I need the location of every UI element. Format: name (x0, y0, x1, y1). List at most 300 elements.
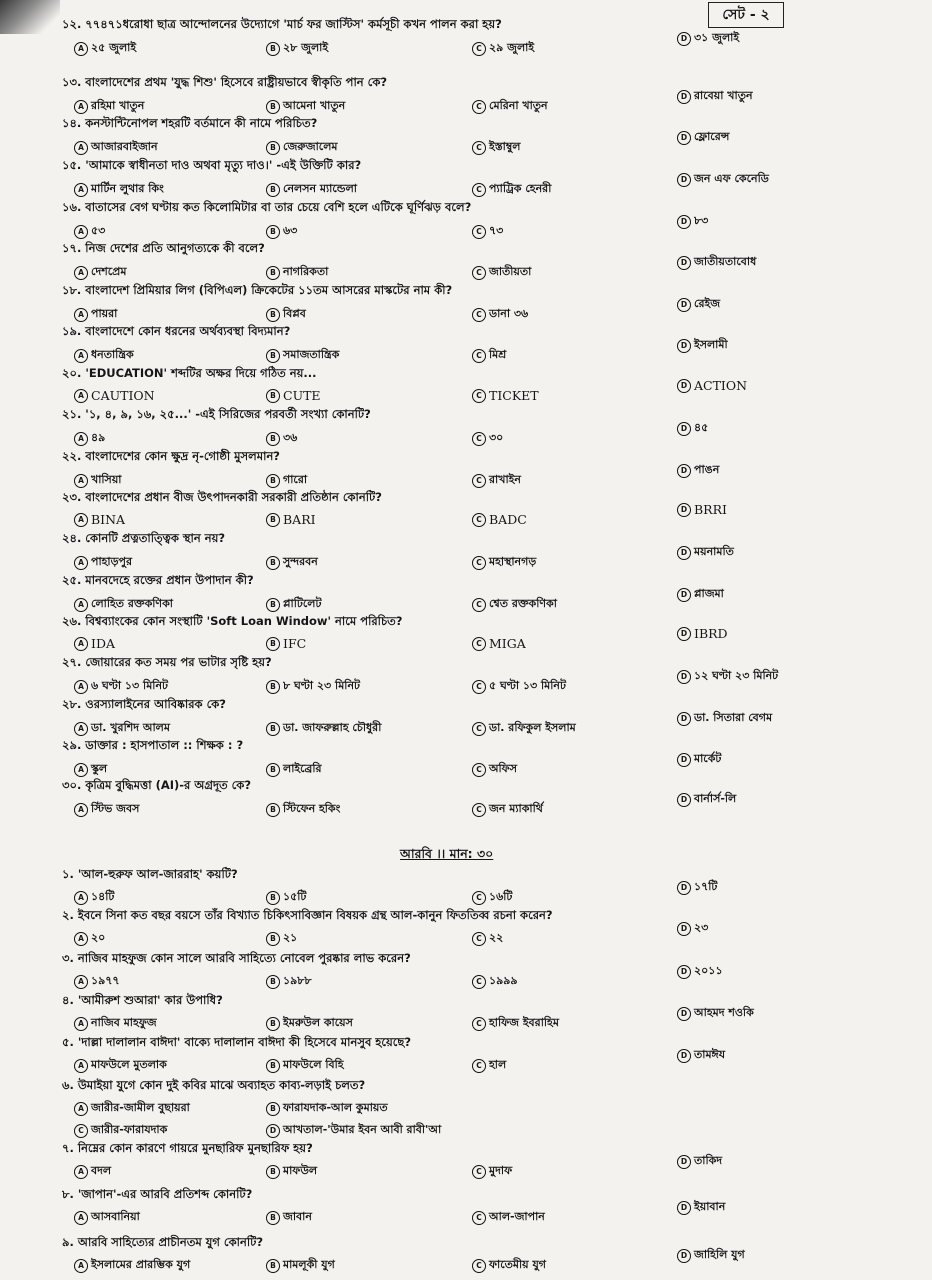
option-c-marker: C (472, 680, 486, 694)
option-c-marker: C (74, 1124, 88, 1138)
option-b-marker: B (266, 513, 280, 527)
answer-option-b (266, 39, 328, 58)
answer-option-c (74, 1121, 167, 1140)
answer-option-a (74, 138, 158, 157)
option-text: জারীর-জামীল বুছায়রা (91, 1101, 190, 1114)
option-b-marker: B (266, 141, 280, 155)
option-a-marker: A (74, 637, 88, 651)
option-text: পাঙন (694, 463, 720, 476)
option-text: ৬৩ (283, 224, 298, 237)
option-d-marker: D (677, 32, 691, 46)
answer-option-c (472, 888, 512, 907)
answer-option-d (677, 212, 708, 231)
answer-option-a (74, 429, 105, 448)
answer-option-a (74, 471, 122, 490)
option-text: ৬ ঘণ্টা ১৩ মিনিট (91, 679, 169, 692)
option-d-marker: D (677, 298, 691, 312)
option-text: হাল (489, 1058, 507, 1071)
option-b-marker: B (266, 1211, 280, 1225)
answer-option-c (472, 471, 521, 490)
option-text: CAUTION (91, 388, 155, 403)
arabic-section-title: আরবি ।। মান: ৩০ (400, 846, 494, 861)
option-text: অফিস (489, 762, 517, 775)
answer-option-a (74, 97, 144, 116)
answer-option-c (472, 346, 506, 365)
answer-option-c (472, 388, 539, 403)
option-text: ২৩ (694, 921, 709, 934)
option-text: MIGA (489, 636, 526, 651)
answer-option-a (74, 1056, 167, 1075)
option-text: ১৭টি (694, 880, 718, 893)
option-b-marker: B (266, 1259, 280, 1273)
option-d-marker: D (677, 588, 691, 602)
answer-option-d (677, 962, 723, 981)
option-text: মুদাফ (489, 1164, 513, 1177)
option-a-marker: A (74, 932, 88, 946)
answer-option-c (472, 1256, 546, 1275)
option-a-marker: A (74, 42, 88, 56)
option-text: ২২ (489, 931, 504, 944)
option-a-marker: A (74, 1259, 88, 1273)
option-text: ১৫টি (283, 890, 307, 903)
option-b-marker: B (266, 1165, 280, 1179)
answer-option-d (677, 419, 708, 438)
answer-option-c (472, 138, 521, 157)
option-d-marker: D (677, 922, 691, 936)
option-text: ACTION (694, 378, 748, 393)
answer-option-b (266, 471, 307, 490)
option-d-marker: D (677, 503, 691, 517)
option-text: ডা. রফিকুল ইসলাম (489, 721, 576, 734)
option-b-marker: B (266, 1102, 280, 1116)
option-c-marker: C (472, 556, 486, 570)
answer-option-c (472, 1208, 545, 1227)
question-13: ১৩. বাংলাদেশের প্রথম 'যুদ্ধ শিশু' হিসেবে রাষ্ট্রীয়ভাবে স্বীকৃতি পান কে? (62, 75, 388, 89)
option-b-marker: B (266, 1059, 280, 1073)
option-d-marker: D (677, 339, 691, 353)
option-b-marker: B (266, 763, 280, 777)
option-b-marker: B (266, 722, 280, 736)
answer-option-b (266, 1014, 353, 1033)
option-d-marker: D (677, 464, 691, 478)
option-d-marker: D (677, 793, 691, 807)
option-b-marker: B (266, 1017, 280, 1031)
answer-option-d (677, 543, 734, 562)
arabic-question-3: ৩. নাজিব মাহফুজ কোন সালে আরবি সাহিত্যে নোবেল পুরষ্কার লাভ করেন? (62, 951, 411, 965)
option-text: BADC (489, 512, 527, 527)
answer-option-d (677, 1246, 745, 1265)
option-c-marker: C (472, 1259, 486, 1273)
question-17: ১৭. নিজ দেশের প্রতি আনুগত্যকে কী বলে? (62, 241, 265, 255)
option-text: ২০ (91, 931, 106, 944)
answer-option-d (677, 336, 728, 355)
option-text: আহমদ শওকি (694, 1006, 754, 1019)
question-28: ২৮. ওরস্যালাইনের আবিষ্কারক কে? (62, 697, 226, 711)
option-text: ১২ ঘণ্টা ২৩ মিনিট (694, 669, 779, 682)
answer-option-b (266, 1162, 317, 1181)
question-14: ১৪. কনস্টান্টিনোপল শহরটি বর্তমানে কী নামে পরিচিত? (62, 116, 318, 130)
option-d-marker: D (677, 131, 691, 145)
question-16: ১৬. বাতাসের বেগ ঘণ্টায় কত কিলোমিটার বা তার চেয়ে বেশি হলে এটিকে ঘূর্ণিঝড় বলে? (62, 200, 472, 214)
option-d-marker: D (677, 379, 691, 393)
answer-option-b (266, 1256, 335, 1275)
option-c-marker: C (472, 349, 486, 363)
answer-option-c (472, 1014, 559, 1033)
option-a-marker: A (74, 100, 88, 114)
option-text: স্কুল (91, 762, 108, 775)
option-text: ইস্তাম্বুল (489, 140, 521, 153)
option-d-marker: D (677, 422, 691, 436)
option-c-marker: C (472, 763, 486, 777)
option-c-marker: C (472, 1211, 486, 1225)
answer-option-b (266, 305, 306, 324)
answer-option-d (266, 1121, 441, 1140)
option-text: নাজিব মাহফুজ (91, 1016, 157, 1029)
option-text: প্লাটিলেট (283, 597, 322, 610)
option-text: ৩০ (489, 431, 504, 444)
answer-option-c (472, 39, 534, 58)
option-text: সুন্দরবন (283, 555, 318, 568)
option-text: ১৯৯৯ (489, 974, 518, 987)
option-text: আল-জাপান (489, 1210, 545, 1223)
answer-option-b (266, 800, 340, 819)
option-a-marker: A (74, 680, 88, 694)
option-a-marker: A (74, 225, 88, 239)
option-text: ২৫ জুলাই (91, 41, 137, 54)
option-text: ৪৯ (91, 431, 106, 444)
option-text: ৫৩ (91, 224, 106, 237)
option-text: ২১ (283, 931, 298, 944)
option-text: ২৯ জুলাই (489, 41, 535, 54)
option-text: রহিমা খাতুন (91, 99, 145, 112)
answer-option-b (266, 760, 322, 779)
option-text: BARI (283, 512, 316, 527)
option-a-marker: A (74, 308, 88, 322)
option-d-marker: D (677, 881, 691, 895)
option-c-marker: C (472, 975, 486, 989)
option-text: জন এফ কেনেডি (694, 172, 769, 185)
option-text: ৩৬ (283, 431, 298, 444)
answer-option-d (677, 585, 724, 604)
answer-option-a (74, 888, 114, 907)
option-text: সমাজতান্ত্রিক (283, 348, 340, 361)
option-text: জেরুজালেম (283, 140, 338, 153)
answer-option-c (472, 1056, 506, 1075)
option-d-marker: D (677, 1007, 691, 1021)
option-d-marker: D (677, 1201, 691, 1215)
option-text: BRRI (694, 502, 727, 517)
option-d-marker: D (677, 1249, 691, 1263)
answer-option-c (472, 972, 518, 991)
option-text: পাহাড়পুর (91, 555, 132, 568)
answer-option-a (74, 972, 120, 991)
option-text: ২০১১ (694, 964, 723, 977)
arabic-question-5: ৫. 'দাল্লা দালালান বাঈদা' বাক্যে দালালান বাঈদা কী হিসেবে মানসুব হয়েছে? (62, 1035, 412, 1049)
answer-option-a (74, 636, 115, 651)
option-text: ইসলামের প্রারম্ভিক যুগ (91, 1258, 191, 1271)
option-b-marker: B (266, 308, 280, 322)
arabic-question-6: ৬. উমাইয়া যুগে কোন দুই কবির মাঝে অব্যাহত কাব্য-লড়াই চলত? (62, 1078, 366, 1092)
option-a-marker: A (74, 722, 88, 736)
answer-option-b (266, 888, 306, 907)
answer-option-b (266, 138, 338, 157)
answer-option-d (677, 1004, 754, 1023)
arabic-question-2: ২. ইবনে সিনা কত বছর বয়সে তাঁর বিখ্যাত চিকিৎসাবিজ্ঞান বিষয়ক গ্রন্থ আল-কানুন ফিততিব্ব রচনা করেন? (62, 908, 553, 922)
question-12: ১২. ৭৭৪৭১ধরোধা ছাত্র আন্দোলনের উদ্যোগে 'মার্চ ফর জাস্টিস' কর্মসূচী কখন পালন করা হয়? (62, 17, 502, 31)
option-a-marker: A (74, 513, 88, 527)
option-b-marker: B (266, 183, 280, 197)
question-19: ১৯. বাংলাদেশে কোন ধরনের অর্থব্যবস্থা বিদ্যমান? (62, 324, 291, 338)
question-30: ৩০. কৃত্রিম বুদ্ধিমত্তা (AI)-র অগ্রদূত কে? (62, 778, 251, 792)
option-text: আজারবাইজান (91, 140, 158, 153)
option-text: ১৯৮৮ (283, 974, 312, 987)
option-a-marker: A (74, 1059, 88, 1073)
answer-option-c (472, 263, 531, 282)
option-a-marker: A (74, 474, 88, 488)
answer-option-b (266, 1208, 312, 1227)
option-text: বিপ্লব (283, 307, 306, 320)
option-d-marker: D (677, 90, 691, 104)
option-a-marker: A (74, 1211, 88, 1225)
option-c-marker: C (472, 308, 486, 322)
answer-option-a (74, 800, 139, 819)
answer-option-b (266, 346, 339, 365)
answer-option-b (266, 929, 297, 948)
option-text: জাতীয়তা (489, 265, 532, 278)
option-text: ১৬টি (489, 890, 513, 903)
option-text: জাহিলি যুগ (694, 1248, 745, 1261)
option-d-marker: D (677, 256, 691, 270)
option-d-marker: D (677, 215, 691, 229)
option-c-marker: C (472, 42, 486, 56)
answer-option-b (266, 1056, 344, 1075)
option-d-marker: D (677, 546, 691, 560)
arabic-question-9: ৯. আরবি সাহিত্যের প্রাচীনতম যুগ কোনটি? (62, 1235, 264, 1249)
option-a-marker: A (74, 1017, 88, 1031)
option-text: হাফিজ ইবরাহিম (489, 1016, 559, 1029)
option-text: ইসলামী (694, 338, 728, 351)
option-b-marker: B (266, 637, 280, 651)
option-text: BINA (91, 512, 126, 527)
option-text: ১৪টি (91, 890, 115, 903)
answer-option-d (677, 626, 728, 641)
option-c-marker: C (472, 225, 486, 239)
answer-option-c (472, 760, 517, 779)
answer-option-b (266, 263, 328, 282)
option-text: আসবানিয়া (91, 1210, 140, 1223)
option-a-marker: A (74, 803, 88, 817)
option-text: লোহিত রক্তকণিকা (91, 597, 173, 610)
answer-option-c (472, 929, 503, 948)
answer-option-d (677, 128, 729, 147)
option-b-marker: B (266, 474, 280, 488)
option-b-marker: B (266, 42, 280, 56)
answer-option-b (266, 222, 297, 241)
option-text: পায়রা (91, 307, 118, 320)
option-text: মহাস্থানগড় (489, 555, 537, 568)
option-text: ২৮ জুলাই (283, 41, 329, 54)
answer-option-c (472, 595, 557, 614)
option-b-marker: B (266, 891, 280, 905)
answer-option-c (472, 512, 527, 527)
question-24: ২৪. কোনটি প্রত্নতাত্ত্বিক স্থান নয়? (62, 531, 226, 545)
option-c-marker: C (472, 891, 486, 905)
option-d-marker: D (677, 753, 691, 767)
answer-option-d (677, 709, 772, 728)
answer-option-b (266, 677, 360, 696)
option-c-marker: C (472, 266, 486, 280)
answer-option-c (472, 719, 576, 738)
option-text: মাফউল (283, 1164, 318, 1177)
option-c-marker: C (472, 474, 486, 488)
option-b-marker: B (266, 803, 280, 817)
question-26: ২৬. বিশ্বব্যাংকের কোন সংস্থাটি 'Soft Loan Window' নামে পরিচিত? (62, 614, 403, 628)
option-d-marker: D (677, 1049, 691, 1063)
option-a-marker: A (74, 556, 88, 570)
option-a-marker: A (74, 389, 88, 403)
option-a-marker: A (74, 1102, 88, 1116)
answer-option-d (677, 1046, 725, 1065)
option-b-marker: B (266, 432, 280, 446)
answer-option-a (74, 929, 105, 948)
option-d-marker: D (677, 965, 691, 979)
option-text: শ্বেত রক্তকণিকা (489, 597, 557, 610)
answer-option-d (677, 253, 756, 272)
answer-option-a (74, 595, 173, 614)
question-27: ২৭. জোয়ারের কত সময় পর ভাটার সৃষ্টি হয়? (62, 655, 272, 669)
option-text: IBRD (694, 626, 728, 641)
answer-option-b (266, 553, 318, 572)
set-label: সেট - ২ (708, 2, 784, 28)
option-text: বদল (91, 1164, 112, 1177)
answer-option-a (74, 677, 168, 696)
answer-option-d (677, 1198, 725, 1217)
option-text: স্টিভ জবস (91, 802, 140, 815)
option-text: তামঈয (694, 1048, 726, 1061)
answer-option-b (266, 388, 321, 403)
option-c-marker: C (472, 141, 486, 155)
option-text: ৮ ঘণ্টা ২৩ মিনিট (283, 679, 361, 692)
option-text: স্টিফেন হকিং (283, 802, 341, 815)
answer-option-a (74, 1162, 111, 1181)
option-b-marker: B (266, 556, 280, 570)
answer-option-c (472, 222, 503, 241)
option-b-marker: B (266, 932, 280, 946)
option-text: বার্নার্স-লি (694, 792, 737, 805)
option-d-marker: D (677, 1155, 691, 1169)
option-text: রাখাইন (489, 473, 521, 486)
answer-option-c (472, 1162, 512, 1181)
answer-option-d (677, 919, 708, 938)
option-text: ৪৫ (694, 421, 709, 434)
option-c-marker: C (472, 722, 486, 736)
option-d-marker: D (677, 173, 691, 187)
option-text: ময়নামতি (694, 545, 734, 558)
answer-option-a (74, 1208, 140, 1227)
option-text: ৭৩ (489, 224, 504, 237)
option-text: ডানা ৩৬ (489, 307, 529, 320)
answer-option-d (677, 170, 769, 189)
answer-option-b (266, 180, 357, 199)
option-text: মাফউলে মুতলাক (91, 1058, 167, 1071)
option-text: আখতাল-'উমার ইবন আবী রাবী'আ (283, 1123, 442, 1136)
option-a-marker: A (74, 183, 88, 197)
answer-option-b (266, 595, 321, 614)
arabic-question-7: ৭. নিম্নের কোন কারণে গায়রে মুনছারিফ মুনছারিফ হয়? (62, 1141, 313, 1155)
option-text: মামলূকী যুগ (283, 1258, 335, 1271)
option-text: IFC (283, 636, 307, 651)
question-18: ১৮. বাংলাদেশ প্রিমিয়ার লিগ (বিপিএল) ক্রিকেটের ১১তম আসরের মাস্কটের নাম কী? (62, 283, 453, 297)
question-22: ২২. বাংলাদেশের কোন ক্ষুদ্র নৃ-গোষ্ঠী মুসলমান? (62, 449, 280, 463)
option-text: রেইজ (694, 297, 721, 310)
option-text: জারীর-ফারাযদাক (91, 1123, 168, 1136)
answer-option-a (74, 553, 132, 572)
answer-option-a (74, 512, 125, 527)
option-b-marker: B (266, 680, 280, 694)
option-text: ধনতান্ত্রিক (91, 348, 134, 361)
option-a-marker: A (74, 349, 88, 363)
answer-option-a (74, 346, 134, 365)
option-text: TICKET (489, 388, 539, 403)
option-b-marker: B (266, 389, 280, 403)
option-a-marker: A (74, 891, 88, 905)
answer-option-d (677, 750, 721, 769)
option-text: মার্কেট (694, 752, 722, 765)
option-b-marker: B (266, 349, 280, 363)
option-c-marker: C (472, 932, 486, 946)
answer-option-b (266, 972, 312, 991)
answer-option-d (677, 87, 753, 106)
answer-option-b (266, 512, 316, 527)
question-21: ২১. '১, ৪, ৯, ১৬, ২৫...' -এই সিরিজের পরবর্তী সংখ্যা কোনটি? (62, 407, 371, 421)
answer-option-c (472, 429, 503, 448)
arabic-question-4: ৪. 'আমীরুশ শুআরা' কার উপাধি? (62, 993, 223, 1007)
answer-option-b (266, 719, 381, 738)
answer-option-c (472, 800, 543, 819)
option-text: ডা. খুরশিদ আলম (91, 721, 170, 734)
option-text: প্যাট্রিক হেনরী (489, 182, 552, 195)
option-text: ৮৩ (694, 214, 709, 227)
option-text: প্লাজমা (694, 587, 724, 600)
answer-option-d (677, 1152, 722, 1171)
answer-option-c (472, 97, 548, 116)
question-29: ২৯. ডাক্তার : হাসপাতাল :: শিক্ষক : ? (62, 738, 244, 752)
option-d-marker: D (266, 1124, 280, 1138)
option-text: ১৯৭৭ (91, 974, 120, 987)
answer-option-a (74, 1256, 190, 1275)
option-text: জাবান (283, 1210, 312, 1223)
answer-option-a (74, 39, 136, 58)
answer-option-d (677, 378, 747, 393)
option-c-marker: C (472, 1059, 486, 1073)
option-b-marker: B (266, 100, 280, 114)
option-b-marker: B (266, 225, 280, 239)
option-b-marker: B (266, 266, 280, 280)
option-b-marker: B (266, 598, 280, 612)
arabic-question-1: ১. 'আল-হুরুফ আল-জাররাহ' কয়টি? (62, 867, 238, 881)
option-text: মিশ্র (489, 348, 507, 361)
option-a-marker: A (74, 266, 88, 280)
option-text: CUTE (283, 388, 321, 403)
option-text: ডা. সিতারা বেগম (694, 711, 773, 724)
option-c-marker: C (472, 1017, 486, 1031)
option-text: নেলসন ম্যান্ডেলা (283, 182, 357, 195)
answer-option-b (266, 429, 297, 448)
option-b-marker: B (266, 975, 280, 989)
answer-option-d (677, 295, 720, 314)
option-text: খাসিয়া (91, 473, 122, 486)
answer-option-c (472, 677, 566, 696)
